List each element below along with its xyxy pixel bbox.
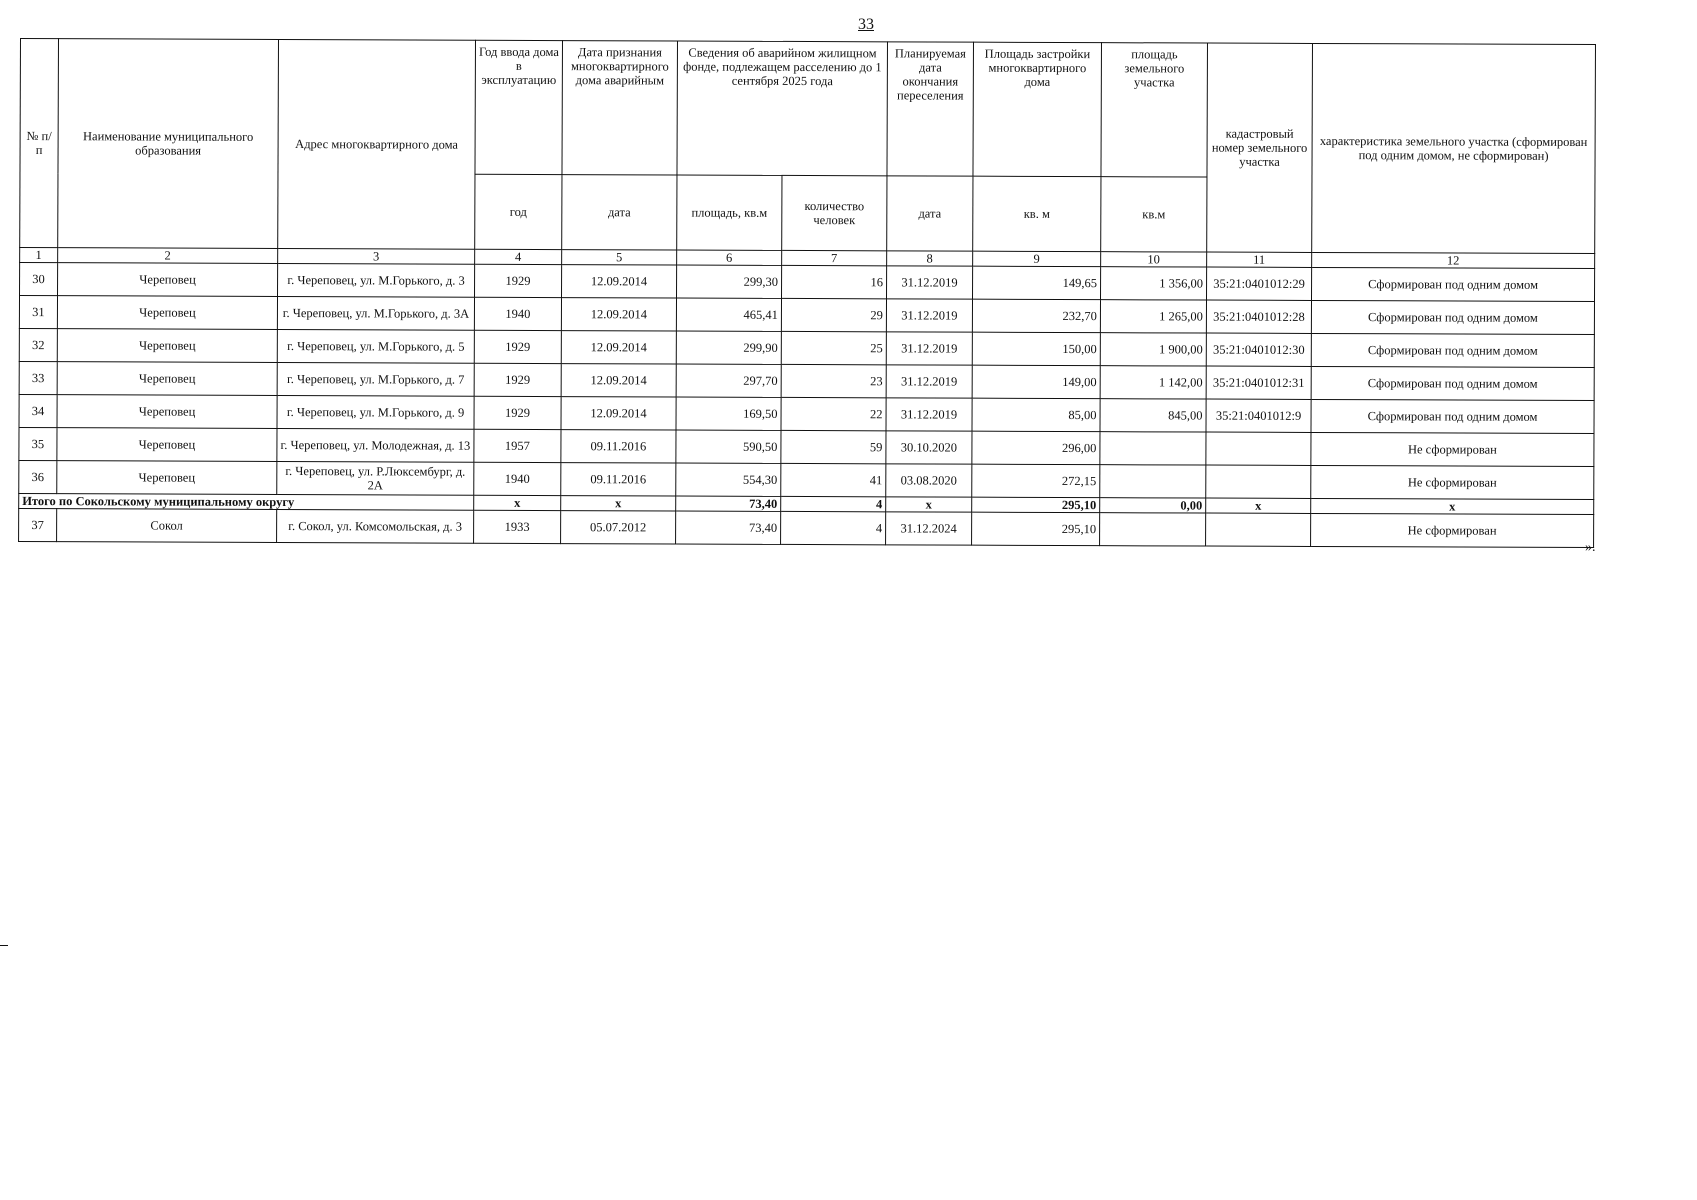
land-area-cell: 845,00	[1100, 399, 1206, 432]
cadastre-cell: 35:21:0401012:31	[1206, 366, 1311, 399]
margin-mark	[0, 945, 8, 946]
land-area-cell	[1100, 465, 1206, 498]
address-cell: г. Череповец, ул. М.Горького, д. 7	[277, 362, 474, 396]
total-people-cell: 4	[781, 496, 886, 511]
area-cell: 590,50	[676, 430, 781, 463]
column-number: 6	[677, 250, 782, 265]
row-number: 35	[19, 427, 57, 460]
land-status-cell: Сформирован под одним домом	[1311, 333, 1594, 367]
header-planned-end: Планируемая дата окончания переселения	[887, 42, 974, 176]
year-cell: 1940	[474, 297, 561, 330]
land-status-cell: Сформирован под одним домом	[1311, 399, 1594, 433]
people-count-cell: 25	[781, 331, 886, 364]
row-number: 31	[19, 296, 57, 329]
recognition-date-cell: 05.07.2012	[561, 511, 676, 544]
header-year: Год ввода дома в эксплуатацию	[475, 40, 563, 174]
address-cell: г. Сокол, ул. Комсомольская, д. 3	[277, 509, 474, 543]
people-count-cell: 4	[781, 511, 886, 544]
row-number: 36	[19, 460, 57, 493]
municipality-cell: Череповец	[58, 263, 278, 297]
land-area-cell	[1100, 432, 1206, 465]
emergency-housing-table	[18, 38, 1596, 548]
address-cell: г. Череповец, ул. М.Горького, д. 3	[278, 263, 475, 297]
header-row	[20, 39, 1596, 179]
municipality-cell: Череповец	[57, 461, 277, 495]
total-cadastre-cell: x	[1206, 498, 1311, 513]
row-number: 30	[20, 263, 58, 296]
column-number: 12	[1312, 252, 1595, 268]
row-number: 33	[19, 361, 57, 394]
year-cell: 1929	[475, 264, 562, 297]
header-building-area: Площадь застройки многоквартирного дома	[973, 42, 1102, 176]
column-number: 2	[58, 248, 278, 264]
building-area-cell: 296,00	[972, 431, 1100, 464]
land-area-cell: 1 900,00	[1100, 333, 1206, 366]
column-number: 1	[20, 248, 58, 263]
area-cell: 73,40	[676, 511, 781, 544]
page-number: 33	[858, 16, 874, 33]
land-status-cell: Сформирован под одним домом	[1312, 267, 1595, 301]
planned-end-cell: 31.12.2019	[886, 299, 972, 332]
planned-end-cell: 31.12.2019	[886, 398, 972, 431]
header-recognition-date: Дата признания многоквартирного дома аварийным	[562, 41, 678, 175]
column-number: 11	[1207, 252, 1312, 267]
people-count-cell: 29	[781, 298, 886, 331]
planned-end-cell: 30.10.2020	[886, 431, 972, 464]
year-cell: 1929	[474, 330, 561, 363]
area-cell: 299,90	[676, 331, 781, 364]
municipality-cell: Череповец	[57, 362, 277, 396]
recognition-date-cell: 12.09.2014	[561, 331, 676, 364]
column-number: 9	[973, 251, 1101, 266]
address-cell: г. Череповец, ул. Р.Люксембург, д. 2А	[277, 461, 474, 495]
header-municipality: Наименование муниципального образования	[58, 39, 279, 249]
area-cell: 169,50	[676, 397, 781, 430]
recognition-date-cell: 12.09.2014	[562, 265, 677, 298]
address-cell: г. Череповец, ул. М.Горького, д. 9	[277, 395, 474, 429]
cadastre-cell	[1206, 513, 1311, 546]
subheader-date: дата	[562, 175, 677, 250]
people-count-cell: 16	[782, 265, 887, 298]
recognition-date-cell: 12.09.2014	[561, 364, 676, 397]
land-area-cell: 1 356,00	[1101, 267, 1207, 300]
cadastre-cell	[1206, 465, 1311, 498]
header-address: Адрес многоквартирного дома	[278, 39, 476, 249]
header-land-area: площадь земельного участка	[1101, 43, 1208, 177]
row-number: 34	[19, 394, 57, 427]
year-cell: 1957	[474, 429, 561, 462]
subheader-people: количество человек	[782, 175, 887, 250]
building-area-cell: 149,65	[973, 266, 1101, 299]
land-status-cell: Не сформирован	[1311, 513, 1594, 547]
total-area-cell: 73,40	[676, 496, 781, 511]
building-area-cell: 85,00	[972, 398, 1100, 431]
total-land-area-cell: 0,00	[1100, 498, 1206, 513]
subheader-area: площадь, кв.м	[677, 175, 782, 250]
area-cell: 297,70	[676, 364, 781, 397]
planned-end-cell: 31.12.2019	[887, 266, 973, 299]
land-status-cell: Сформирован под одним домом	[1311, 366, 1594, 400]
row-number: 32	[19, 328, 57, 361]
cadastre-cell: 35:21:0401012:28	[1206, 300, 1311, 333]
land-status-cell: Сформирован под одним домом	[1311, 300, 1594, 334]
column-number: 8	[887, 251, 973, 266]
total-date-cell: x	[561, 496, 676, 511]
land-status-cell: Не сформирован	[1311, 432, 1594, 466]
land-area-cell: 1 265,00	[1100, 300, 1206, 333]
planned-end-cell: 31.12.2019	[886, 332, 972, 365]
address-cell: г. Череповец, ул. М.Горького, д. 3А	[277, 296, 474, 330]
subheader-end-date: дата	[887, 176, 973, 251]
cadastre-cell: 35:21:0401012:29	[1207, 267, 1312, 300]
total-end-cell: x	[886, 497, 972, 512]
subheader-year: год	[475, 174, 562, 249]
total-status-cell: x	[1311, 498, 1594, 514]
document-closing-mark: ».	[1585, 540, 1596, 555]
total-build-area-cell: 295,10	[972, 497, 1100, 512]
building-area-cell: 149,00	[972, 365, 1100, 398]
building-area-cell: 232,70	[972, 299, 1100, 332]
subheader-building-area: кв. м	[973, 176, 1101, 251]
column-number: 7	[782, 250, 887, 265]
year-cell: 1929	[474, 363, 561, 396]
municipality-cell: Череповец	[57, 395, 277, 429]
municipality-cell: Череповец	[57, 329, 277, 363]
header-number: № п/п	[20, 39, 59, 248]
year-cell: 1929	[474, 396, 561, 429]
cadastre-cell: 35:21:0401012:30	[1206, 333, 1311, 366]
land-area-cell	[1100, 513, 1206, 546]
municipality-cell: Сокол	[57, 509, 277, 543]
year-cell: 1933	[474, 510, 561, 543]
people-count-cell: 22	[781, 397, 886, 430]
building-area-cell: 272,15	[972, 464, 1100, 497]
header-land-status: характеристика земельного участка (сформирован под одним домом, не сформирован)	[1312, 43, 1596, 253]
municipality-cell: Череповец	[57, 296, 277, 330]
column-number: 5	[562, 250, 677, 265]
year-cell: 1940	[474, 462, 561, 495]
land-status-cell: Не сформирован	[1311, 465, 1594, 499]
people-count-cell: 59	[781, 430, 886, 463]
header-cadastre: кадастровый номер земельного участка	[1207, 43, 1313, 252]
cadastre-cell: 35:21:0401012:9	[1206, 399, 1311, 432]
planned-end-cell: 03.08.2020	[886, 464, 972, 497]
table-row	[19, 508, 1594, 547]
recognition-date-cell: 09.11.2016	[561, 430, 676, 463]
municipality-cell: Череповец	[57, 428, 277, 462]
address-cell: г. Череповец, ул. Молодежная, д. 13	[277, 428, 474, 462]
cadastre-cell	[1206, 432, 1311, 465]
row-number: 37	[19, 508, 57, 541]
address-cell: г. Череповец, ул. М.Горького, д. 5	[277, 329, 474, 363]
planned-end-cell: 31.12.2019	[886, 365, 972, 398]
recognition-date-cell: 12.09.2014	[561, 397, 676, 430]
column-number: 3	[278, 248, 475, 264]
subheader-land-area: кв.м	[1101, 177, 1207, 252]
people-count-cell: 41	[781, 463, 886, 496]
column-number: 4	[475, 249, 562, 264]
total-year-cell: x	[474, 495, 561, 510]
people-count-cell: 23	[781, 364, 886, 397]
recognition-date-cell: 09.11.2016	[561, 463, 676, 496]
area-cell: 554,30	[676, 463, 781, 496]
planned-end-cell: 31.12.2024	[886, 512, 972, 545]
area-cell: 465,41	[676, 298, 781, 331]
building-area-cell: 295,10	[972, 512, 1100, 545]
area-cell: 299,30	[677, 265, 782, 298]
header-housing-fund: Сведения об аварийном жилищном фонде, подлежащем расселению до 1 сентября 2025 года	[677, 41, 888, 176]
total-label: Итого по Сокольскому муниципальному округу	[19, 493, 474, 510]
recognition-date-cell: 12.09.2014	[561, 298, 676, 331]
land-area-cell: 1 142,00	[1100, 366, 1206, 399]
column-number: 10	[1101, 252, 1207, 267]
building-area-cell: 150,00	[972, 332, 1100, 365]
